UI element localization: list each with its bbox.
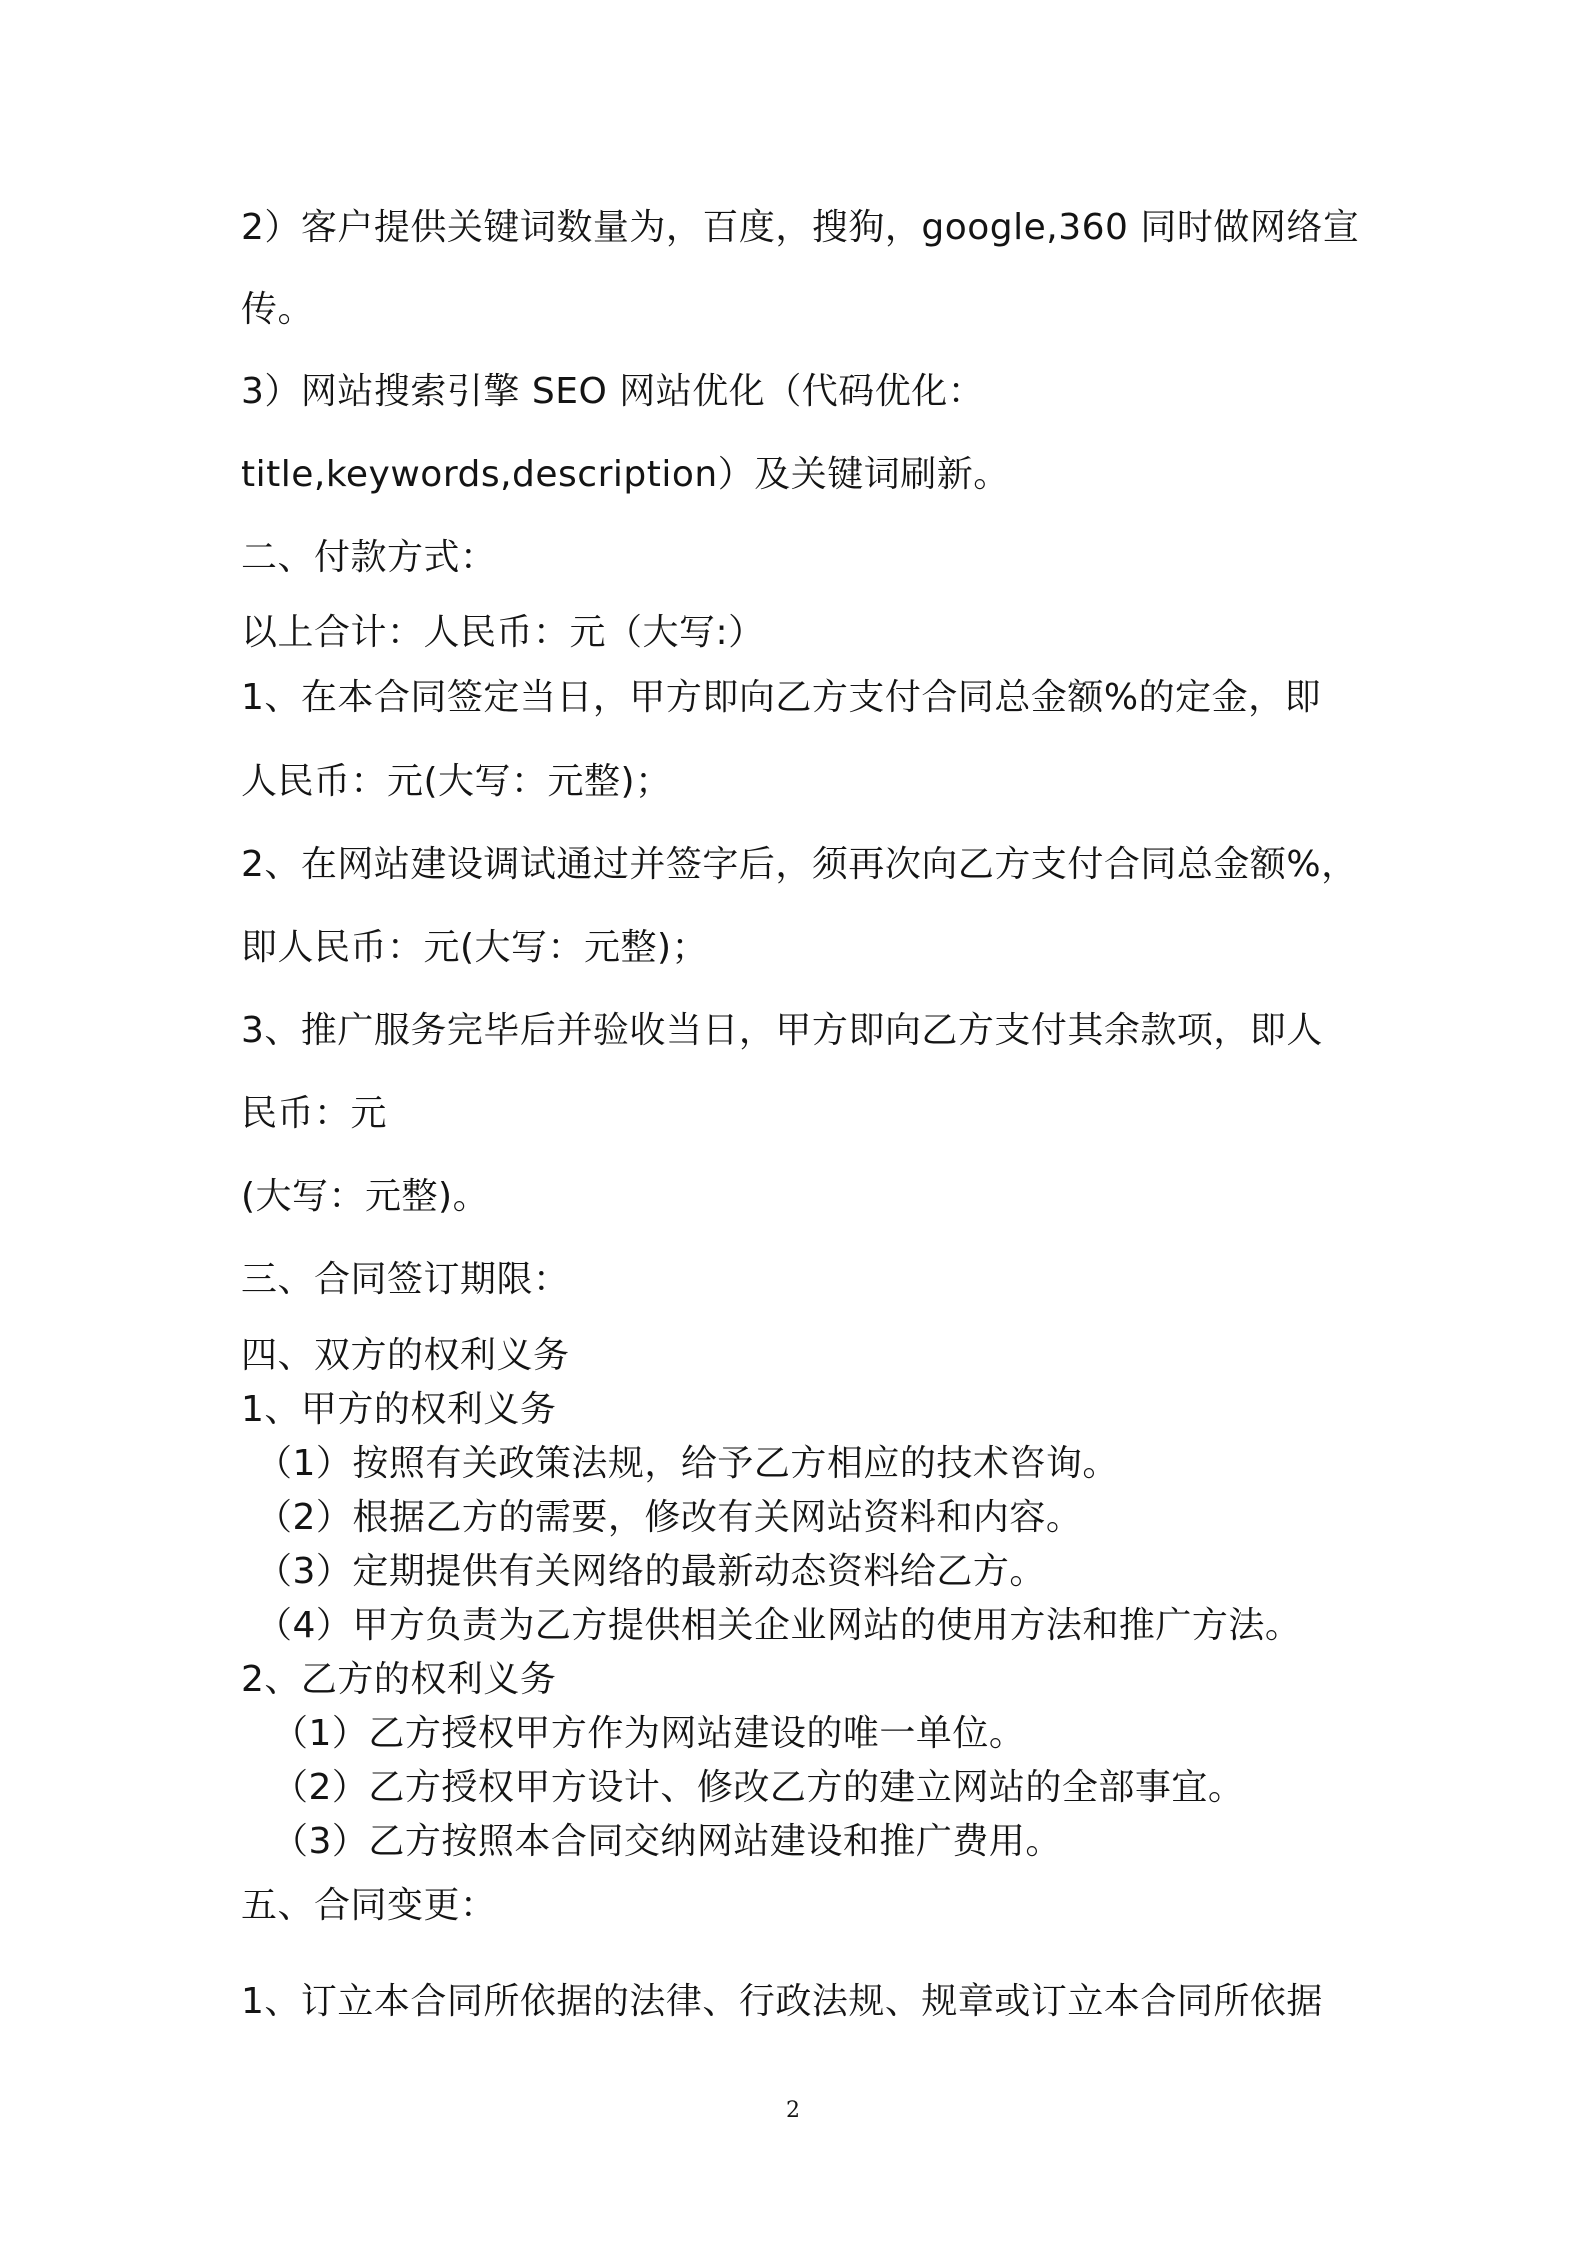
subsection-heading: 1、甲方的权利义务 bbox=[241, 1389, 557, 1430]
text-line: 人民币：元(大写：元整)； bbox=[241, 761, 672, 802]
list-item: （2）根据乙方的需要，修改有关网站资料和内容。 bbox=[256, 1497, 1083, 1538]
text-line: title,keywords,description）及关键词刷新。 bbox=[241, 454, 1010, 495]
text-line: (大写：元整)。 bbox=[241, 1176, 490, 1217]
text-line: 3、推广服务完毕后并验收当日，甲方即向乙方支付其余款项，即人 bbox=[241, 1010, 1323, 1051]
list-item: （1）按照有关政策法规，给予乙方相应的技术咨询。 bbox=[256, 1443, 1119, 1484]
list-item: （4）甲方负责为乙方提供相关企业网站的使用方法和推广方法。 bbox=[256, 1605, 1302, 1646]
list-item: （2）乙方授权甲方设计、修改乙方的建立网站的全部事宜。 bbox=[272, 1767, 1245, 1808]
text-line: 1、订立本合同所依据的法律、行政法规、规章或订立本合同所依据 bbox=[241, 1981, 1323, 2022]
section-heading: 二、付款方式： bbox=[241, 537, 497, 578]
page-number: 2 bbox=[786, 2098, 800, 2123]
section-heading: 四、双方的权利义务 bbox=[241, 1335, 570, 1376]
text-line: 3）网站搜索引擎 SEO 网站优化（代码优化： bbox=[241, 371, 985, 412]
text-line: 即人民币：元(大写：元整)； bbox=[241, 927, 709, 968]
text-line: 民币：元 bbox=[241, 1093, 388, 1134]
text-line: 传。 bbox=[241, 289, 315, 330]
text-line: 以上合计：人民币：元（大写:） bbox=[241, 612, 765, 653]
text-line: 2、在网站建设调试通过并签字后，须再次向乙方支付合同总金额%， bbox=[241, 844, 1358, 885]
list-item: （3）乙方按照本合同交纳网站建设和推广费用。 bbox=[272, 1821, 1062, 1862]
text-line: 1、在本合同签定当日，甲方即向乙方支付合同总金额%的定金，即 bbox=[241, 677, 1322, 718]
section-heading: 五、合同变更： bbox=[241, 1885, 497, 1926]
list-item: （3）定期提供有关网络的最新动态资料给乙方。 bbox=[256, 1551, 1046, 1592]
section-heading: 三、合同签订期限： bbox=[241, 1259, 570, 1300]
text-line: 2）客户提供关键词数量为，百度，搜狗，google,360 同时做网络宣 bbox=[241, 207, 1360, 248]
list-item: （1）乙方授权甲方作为网站建设的唯一单位。 bbox=[272, 1713, 1026, 1754]
subsection-heading: 2、乙方的权利义务 bbox=[241, 1659, 557, 1700]
